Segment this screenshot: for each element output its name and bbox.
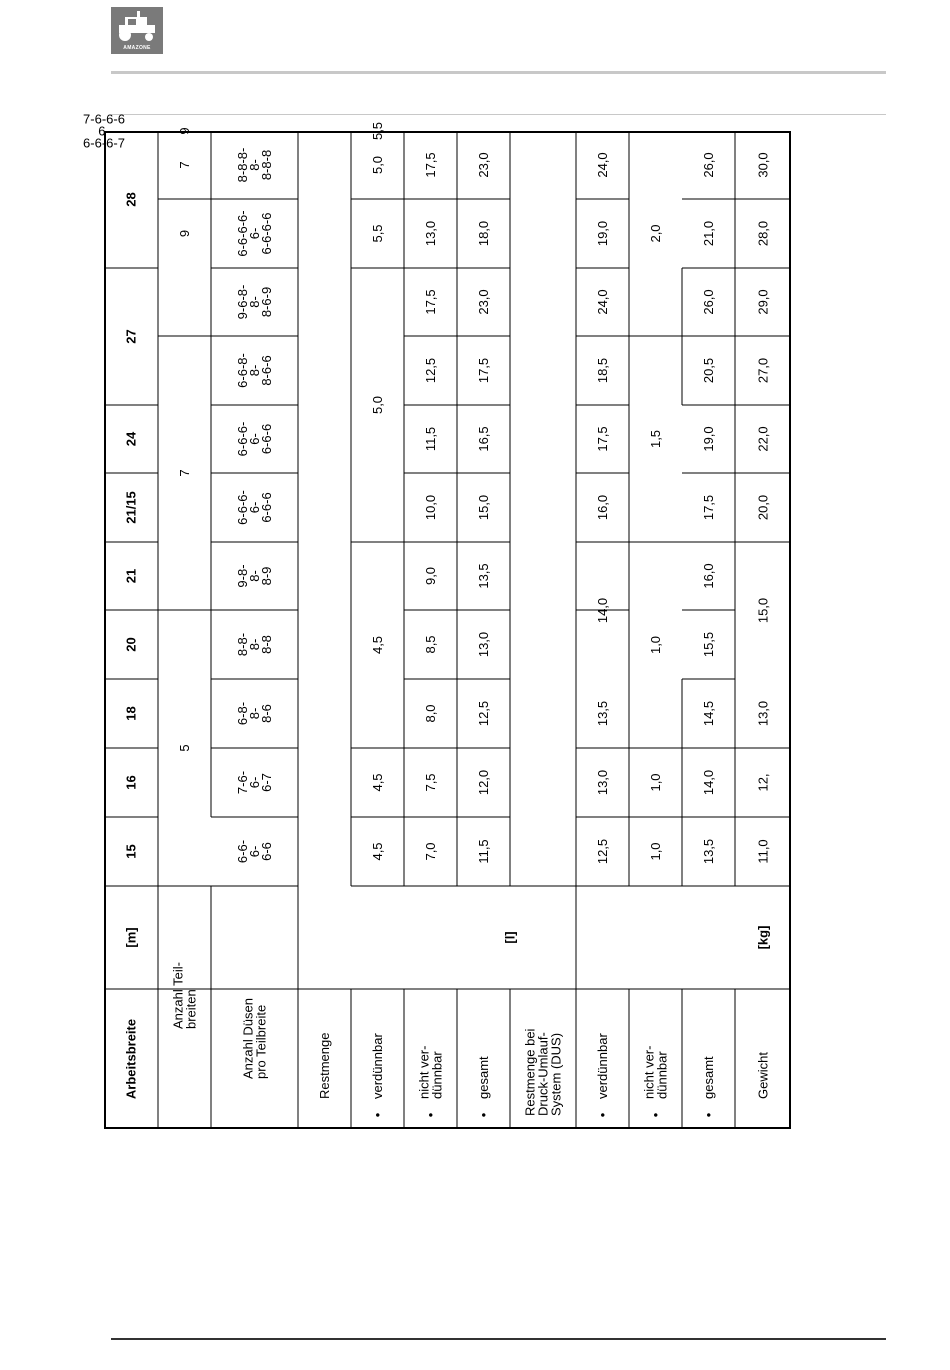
gewicht-value [756,598,771,623]
unit-liter-line: [l] [502,931,518,944]
unit-breite [124,927,139,947]
restmenge-nicht-verduennbar-value-line: 12,5 [423,357,438,384]
teilbreiten-28-7 [177,161,192,168]
nozzle-pattern-line: 8-9 [259,566,274,586]
working-width-header-line: 27 [123,329,139,344]
amazone-logo [111,7,163,54]
nozzle-pattern-line: 6-6-6 [259,492,274,523]
dus-gesamt-value-line: 14,5 [701,700,716,727]
nozzle-pattern [235,564,274,587]
nozzle-pattern-line: 7-6-6-6 [83,111,125,127]
restmenge-verduennbar-value [370,224,385,242]
working-width-header-line: 21/15 [123,491,139,524]
nozzle-pattern-line: 9-8- [235,564,250,588]
dus-nicht-verduennbar-value-line: 1,5 [648,429,663,449]
nozzle-pattern-line: 9-6-8- [235,284,250,320]
restmenge-verduennbar-value-line: 5,0 [370,155,385,175]
nozzle-pattern-line: 6-6-6-6- [235,210,250,257]
nozzle-pattern [235,353,274,388]
restmenge-nicht-verduennbar-value-line: 13,0 [423,220,438,247]
gewicht-value [756,839,771,863]
nozzle-pattern [235,285,274,320]
row-label-gewicht [756,1052,771,1099]
restmenge-nicht-verduennbar-value [423,773,438,791]
row-label-anzahl-teilbreiten-line: breiten [183,989,199,1029]
dus-verduennbar-value-line: 16,0 [595,494,610,521]
nozzle-pattern-line: 6-6- [235,839,250,864]
dus-nicht-verduennbar-value [648,224,663,242]
restmenge-gesamt-value [476,701,491,726]
gewicht-value [756,221,771,246]
dus-gesamt-value [701,563,716,588]
gewicht-value-line: 27,0 [755,357,771,384]
gewicht-value-line: 12, [755,773,771,792]
nozzle-pattern-line: 6-6 [259,842,274,861]
dus-verduennbar-value-line: 24,0 [595,289,610,315]
working-width-header-line: 20 [123,637,139,652]
restmenge-gesamt-value-line: 11,5 [476,839,491,864]
header-rule [111,71,886,74]
gewicht-value [756,358,771,383]
row-label-dus-verduennbar-line: verdünnbar [595,1033,610,1099]
bullet-icon-line: • [370,1112,385,1118]
restmenge-nicht-verduennbar-value-line: 7,0 [423,842,438,861]
nozzle-pattern-line: 6-6-6-6 [259,212,274,255]
working-width-header-line: 21 [123,568,139,584]
dus-verduennbar-value-line: 13,0 [595,769,610,796]
spec-table-svg [83,111,791,1129]
nozzle-pattern-line: 6- [247,776,262,789]
row-label-verduennbar-line: verdünnbar [370,1033,385,1099]
gewicht-value [756,495,771,520]
restmenge-gesamt-value [476,839,491,863]
restmenge-verduennbar-value [370,773,385,791]
nozzle-pattern-line: 6- [247,227,262,240]
gewicht-value [756,773,771,791]
gewicht-value [756,289,771,314]
dus-verduennbar-value [595,152,610,177]
row-label-anzahl-teilbreiten [171,962,199,1029]
restmenge-verduennbar-value [370,122,385,140]
nozzle-pattern-line: 8- [247,159,262,171]
row-label-gewicht-line: Gewicht [755,1052,771,1099]
row-label-dus-gesamt [701,1056,716,1099]
dus-gesamt-value [701,839,716,864]
working-width-header [124,706,139,720]
restmenge-nicht-verduennbar-value [423,704,438,722]
restmenge-gesamt-value-line: 16,5 [476,426,491,452]
nozzle-pattern-line: 8- [247,570,262,582]
nozzle-pattern-line: 8-8- [235,632,250,657]
restmenge-gesamt-value [476,221,491,246]
nozzle-pattern-line: 8-6 [259,704,274,723]
header-subrule [111,114,886,115]
row-label-dus-verduennbar [595,1033,610,1099]
restmenge-nicht-verduennbar-value [423,567,438,585]
restmenge-gesamt-value [476,426,491,451]
dus-gesamt-value [701,221,716,246]
bullet-icon-line: • [701,1112,716,1118]
working-width-header-line: 28 [123,192,139,207]
dus-nicht-verduennbar-value [648,636,663,654]
restmenge-gesamt-value-line: 23,0 [476,289,491,315]
table-outer-border [105,132,790,1128]
row-label-restmenge-dus-line: Restmenge bei [522,1028,538,1116]
teilbreiten-27-9-line: 9 [177,229,192,238]
restmenge-nicht-verduennbar-value [423,289,438,314]
restmenge-gesamt-value-line: 13,5 [476,563,491,589]
bullet-icon [370,1112,385,1117]
nozzle-pattern-line: 6- [98,123,110,139]
row-label-dus-nicht-verduennbar-line: dünnbar [654,1051,670,1099]
restmenge-gesamt-value-line: 13,0 [476,631,491,658]
teilbreiten-group-5 [177,744,192,751]
teilbreiten-group-7 [177,469,192,476]
teilbreiten-group-7-line: 7 [177,469,192,477]
restmenge-nicht-verduennbar-value [423,152,438,177]
dus-gesamt-value-line: 20,5 [701,357,716,384]
dus-gesamt-value [701,701,716,726]
restmenge-nicht-verduennbar-value [423,358,438,383]
tractor-logo-icon [111,7,163,45]
bullet-icon-line: • [476,1112,491,1118]
teilbreiten-group-5-line: 5 [177,744,192,752]
logo-wordmark: AMAZONE [123,45,151,51]
restmenge-nicht-verduennbar-value-line: 8,5 [423,635,438,654]
nozzle-pattern [235,633,274,656]
restmenge-verduennbar-value-line: 5,5 [370,224,385,243]
nozzle-pattern-line: 8-8-8 [259,149,274,181]
dus-verduennbar-value-line: 19,0 [595,220,610,247]
restmenge-gesamt-value [476,770,491,795]
nozzle-pattern-line: 8- [247,707,262,720]
nozzle-pattern-line: 6-7 [259,773,274,792]
dus-gesamt-value-line: 17,5 [701,494,716,521]
gewicht-value-line: 13,0 [755,700,771,727]
dus-gesamt-value [701,289,716,314]
bullet-icon [423,1112,438,1117]
restmenge-nicht-verduennbar-value [423,427,438,451]
row-label-verduennbar [370,1033,385,1099]
row-label-nicht-verduennbar-line: nicht ver- [416,1045,432,1099]
restmenge-verduennbar-value [370,636,385,654]
restmenge-nicht-verduennbar-value-line: 7,5 [423,773,438,792]
dus-verduennbar-value-line: 13,5 [595,700,610,727]
restmenge-nicht-verduennbar-value-line: 17,5 [423,152,438,178]
gewicht-value-line: 11,0 [755,839,771,864]
working-width-header [124,775,139,789]
dus-nicht-verduennbar-value-line: 1,0 [648,635,663,655]
nozzle-pattern-line: 6-6-6 [259,423,274,455]
row-label-gesamt-line: gesamt [476,1056,491,1099]
row-label-restmenge-dus-line: System (DUS) [548,1032,564,1116]
nozzle-pattern-line: 6- [247,433,262,445]
dus-nicht-verduennbar-value-line: 2,0 [648,224,663,243]
restmenge-verduennbar-value-line: 4,5 [370,635,385,655]
restmenge-verduennbar-value [370,396,385,414]
restmenge-verduennbar-value [370,842,385,860]
dus-verduennbar-value [595,839,610,864]
nozzle-pattern-line: 6-6-6- [235,490,250,525]
row-label-arbeitsbreite-line: Arbeitsbreite [123,1018,139,1100]
row-label-anzahl-duesen [241,998,269,1079]
bullet-icon-line: • [648,1112,663,1118]
nozzle-pattern [235,771,274,794]
restmenge-gesamt-value-line: 18,0 [476,220,491,247]
restmenge-verduennbar-value-line: 5,0 [370,395,385,415]
restmenge-gesamt-value [476,495,491,520]
restmenge-nicht-verduennbar-value [423,221,438,246]
row-label-dus-gesamt-line: gesamt [701,1056,716,1099]
restmenge-gesamt-value [476,632,491,657]
nozzle-pattern-line: 8- [247,364,262,377]
dus-gesamt-value-line: 16,0 [701,563,716,589]
working-width-header [124,491,139,524]
dus-verduennbar-value-line: 12,5 [595,838,610,865]
dus-nicht-verduennbar-value [648,842,663,860]
working-width-header [124,329,139,343]
row-label-restmenge-line: Restmenge [317,1032,332,1099]
dus-gesamt-value-line: 15,5 [701,631,716,658]
dus-gesamt-value-line: 14,0 [701,769,716,796]
working-width-header-line: 16 [123,775,139,790]
row-label-dus-nicht-verduennbar [642,1046,670,1099]
working-width-header-line: 18 [123,706,139,721]
gewicht-value [756,701,771,726]
dus-gesamt-value [701,495,716,520]
dus-verduennbar-value [595,289,610,314]
restmenge-nicht-verduennbar-value-line: 11,5 [423,426,438,452]
bullet-icon [476,1112,491,1117]
dus-verduennbar-value-line: 14,0 [595,597,610,624]
gewicht-value-line: 30,0 [755,152,771,178]
dus-verduennbar-value-line: 24,0 [595,152,610,178]
technical-data-table [83,111,791,1129]
nozzle-pattern [235,702,274,725]
teilbreiten-28-9-line: 9 [177,127,192,135]
unit-liter [503,931,518,943]
row-label-anzahl-teilbreiten-line: Anzahl Teil- [170,962,186,1029]
dus-gesamt-value [701,632,716,657]
nozzle-pattern [235,210,274,256]
restmenge-gesamt-value [476,152,491,177]
restmenge-gesamt-value-line: 12,0 [476,769,491,796]
unit-gewicht [756,926,771,950]
nozzle-pattern-line: 6- [247,845,262,858]
gewicht-value-line: 28,0 [755,220,771,247]
nozzle-pattern-line: 7-6- [235,770,250,795]
row-label-arbeitsbreite [124,1019,139,1099]
nozzle-pattern-line: 8- [247,638,262,651]
row-label-nicht-verduennbar-line: dünnbar [429,1051,445,1099]
working-width-header [124,192,139,206]
bullet-icon-line: • [423,1112,438,1118]
teilbreiten-27-9 [177,230,192,237]
working-width-header-line: 24 [123,431,139,447]
unit-gewicht-line: [kg] [755,925,771,950]
gewicht-value-line: 29,0 [755,289,771,315]
nozzle-pattern [235,840,274,863]
restmenge-gesamt-value [476,563,491,588]
restmenge-verduennbar-value-line: 4,5 [370,773,385,792]
dus-gesamt-value-line: 26,0 [701,152,716,178]
dus-verduennbar-value-line: 18,5 [595,357,610,384]
bullet-icon [701,1112,716,1117]
restmenge-verduennbar-value [370,156,385,174]
row-label-restmenge [317,1033,332,1099]
nozzle-pattern-line: 8-6-9 [259,286,274,318]
restmenge-gesamt-value-line: 17,5 [476,357,491,384]
restmenge-gesamt-value [476,358,491,383]
row-label-dus-nicht-verduennbar-line: nicht ver- [641,1045,657,1099]
gewicht-value-line: 22,0 [755,426,771,452]
working-width-header [124,844,139,858]
restmenge-gesamt-value-line: 23,0 [476,152,491,178]
row-label-restmenge-dus-line: Druck-Umlauf- [535,1032,551,1116]
restmenge-nicht-verduennbar-value-line: 17,5 [423,289,438,315]
nozzle-pattern-line: 8- [247,296,262,308]
bullet-icon [595,1112,610,1117]
bullet-icon [648,1112,663,1117]
gewicht-value [756,426,771,451]
dus-nicht-verduennbar-value-line: 1,0 [648,842,663,861]
gewicht-value-line: 20,0 [755,494,771,521]
nozzle-pattern-line: 6-6-6- [235,421,250,457]
restmenge-verduennbar-value-line: 4,5 [370,842,385,861]
restmenge-nicht-verduennbar-value-line: 10,0 [423,494,438,521]
working-width-header-line: 15 [123,844,139,859]
nozzle-pattern-line: 6-6-8- [235,353,250,388]
dus-verduennbar-value [595,221,610,246]
restmenge-nicht-verduennbar-value-line: 8,0 [423,704,438,723]
row-label-anzahl-duesen-line: pro Teilbreite [253,1004,269,1079]
dus-verduennbar-value-line: 17,5 [595,426,610,452]
restmenge-gesamt-value [476,289,491,314]
nozzle-pattern-line: 6-6-6-7 [83,135,125,151]
dus-gesamt-value [701,152,716,177]
restmenge-nicht-verduennbar-value [423,842,438,860]
teilbreiten-28-9 [177,127,192,134]
nozzle-pattern [235,490,274,525]
nozzle-pattern-line: 6-8- [235,701,250,726]
restmenge-nicht-verduennbar-value-line: 9,0 [423,566,438,586]
dus-verduennbar-value [595,701,610,726]
dus-verduennbar-value [595,598,610,623]
dus-verduennbar-value [595,495,610,520]
dus-gesamt-value [701,770,716,795]
dus-gesamt-value-line: 21,0 [701,220,716,247]
restmenge-gesamt-value-line: 15,0 [476,494,491,521]
bullet-icon-line: • [595,1112,610,1118]
dus-gesamt-value-line: 13,5 [701,838,716,865]
row-label-gesamt [476,1056,491,1099]
nozzle-pattern [235,148,274,183]
restmenge-gesamt-value-line: 12,5 [476,700,491,727]
dus-verduennbar-value [595,426,610,451]
dus-gesamt-value-line: 19,0 [701,426,716,452]
footer-rule [111,1338,886,1340]
dus-verduennbar-value [595,770,610,795]
dus-nicht-verduennbar-value [648,430,663,448]
restmenge-nicht-verduennbar-value [423,495,438,520]
row-label-restmenge-dus [523,1028,564,1116]
restmenge-verduennbar-value-line: 5,5 [370,121,385,141]
dus-nicht-verduennbar-value [648,773,663,791]
unit-breite-line: [m] [123,927,139,948]
working-width-header [124,431,139,446]
nozzle-pattern-line: 6- [247,501,262,514]
gewicht-value [756,152,771,177]
working-width-header [124,569,139,583]
nozzle-pattern-line: 8-6-6 [259,355,274,386]
dus-nicht-verduennbar-value-line: 1,0 [648,773,663,792]
nozzle-pattern-line: 8-8-8- [235,147,250,183]
dus-gesamt-value [701,426,716,451]
dus-verduennbar-value [595,358,610,383]
restmenge-nicht-verduennbar-value [423,635,438,653]
working-width-header [124,637,139,651]
nozzle-pattern-line: 8-8 [259,635,274,654]
teilbreiten-28-7-line: 7 [177,161,192,169]
nozzle-pattern [235,422,274,457]
dus-gesamt-value [701,358,716,383]
row-label-nicht-verduennbar [417,1046,445,1099]
row-label-anzahl-duesen-line: Anzahl Düsen [240,998,256,1079]
dus-gesamt-value-line: 26,0 [701,289,716,315]
gewicht-value-line: 15,0 [755,597,771,624]
